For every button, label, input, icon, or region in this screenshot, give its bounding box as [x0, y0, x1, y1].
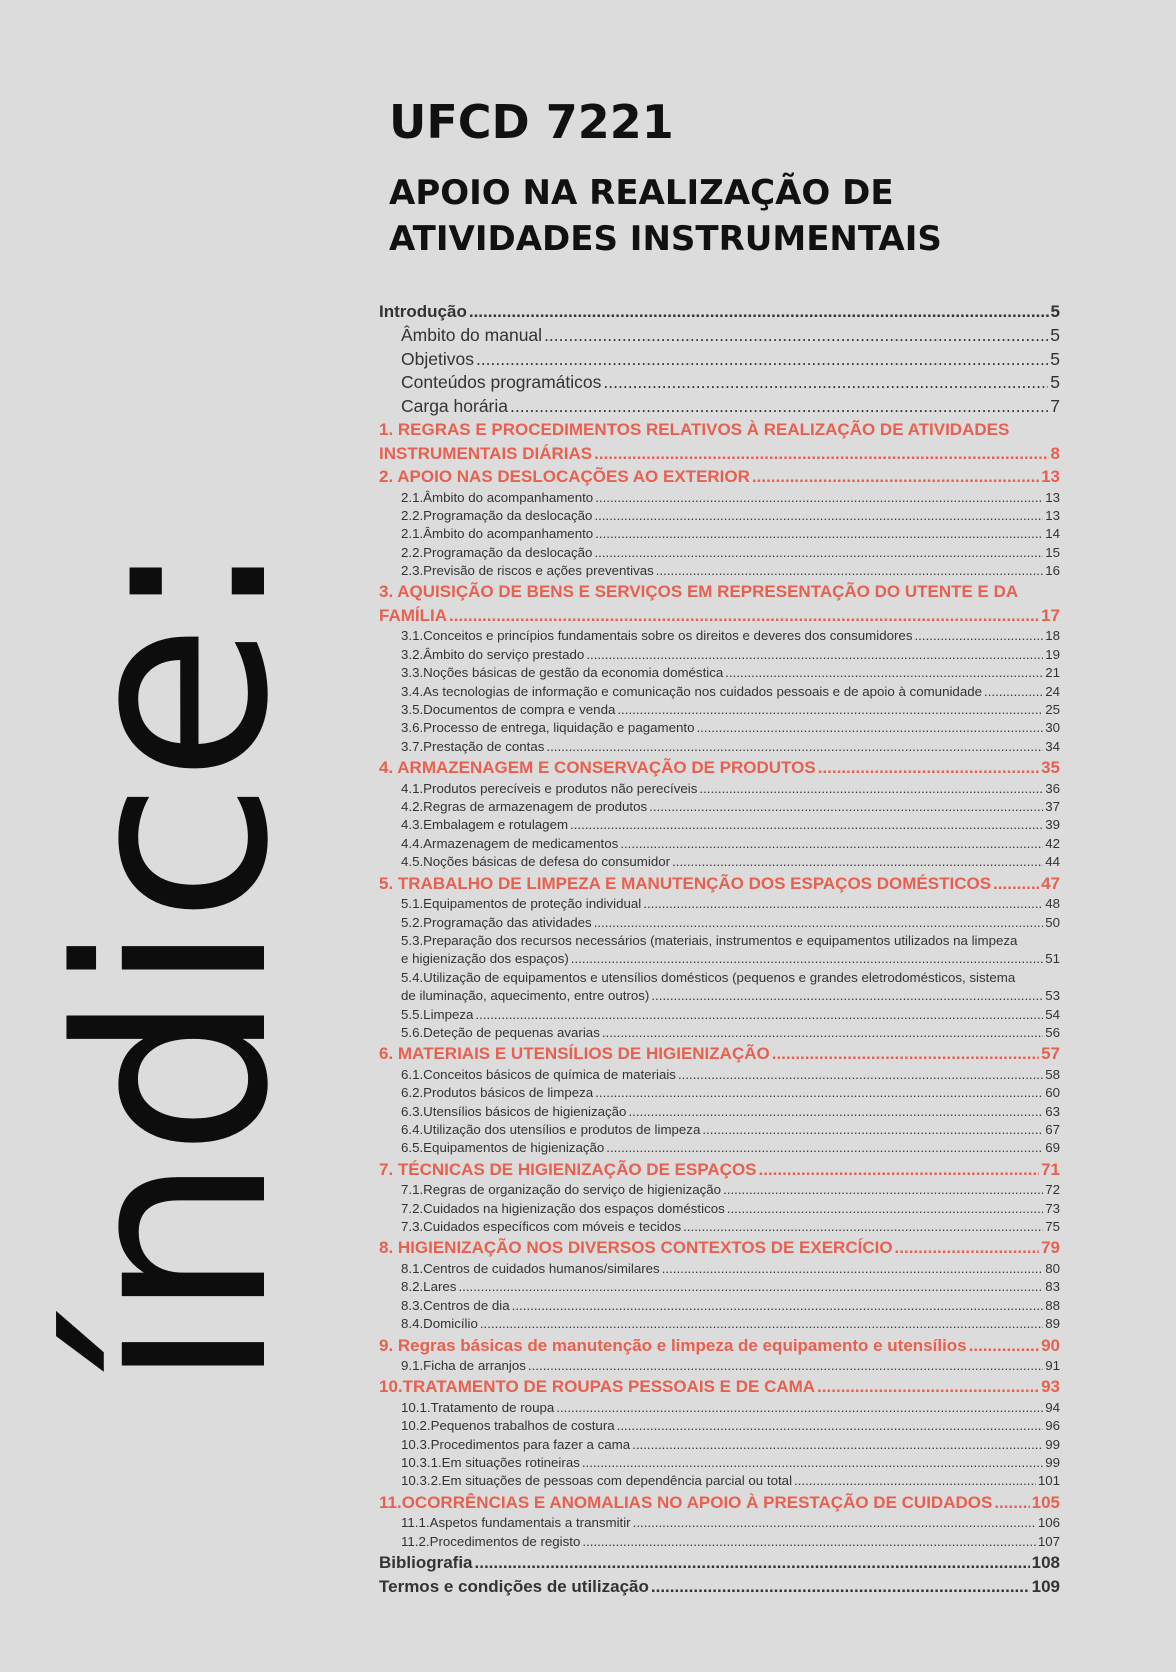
toc-entry[interactable]: [379, 1006, 1060, 1024]
toc-entry-text: 2. APOIO NAS DESLOCAÇÕES AO EXTERIOR: [379, 467, 750, 486]
toc-dot-leader: [594, 507, 1043, 525]
toc-dot-leader: [620, 835, 1043, 853]
toc-entry[interactable]: [379, 701, 1060, 719]
toc-entry[interactable]: [379, 914, 1060, 932]
toc-dot-leader: [595, 525, 1043, 543]
toc-page-number: 21: [1045, 665, 1060, 681]
toc-page-number: 35: [1041, 758, 1060, 778]
toc-entry[interactable]: [379, 418, 1060, 465]
toc-entry-text: 3.7.Prestação de contas: [401, 738, 545, 754]
toc-entry-text: 6.1.Conceitos básicos de química de materiais: [401, 1066, 676, 1082]
toc-entry-text: 8.1.Centros de cuidados humanos/similares: [401, 1260, 660, 1276]
toc-dot-leader: [606, 1139, 1043, 1157]
toc-dot-leader: [994, 1491, 1029, 1515]
toc-page-number: 13: [1045, 507, 1060, 523]
toc-entry[interactable]: [379, 798, 1060, 816]
toc-entry-text: 4.5.Noções básicas de defesa do consumidor: [401, 854, 671, 870]
toc-entry-text: 6.4.Utilização dos utensílios e produtos de limpeza: [401, 1122, 701, 1137]
toc-entry[interactable]: [379, 853, 1060, 871]
toc-entry[interactable]: [379, 932, 1060, 969]
toc-entry[interactable]: [379, 1491, 1060, 1515]
toc-page-number: 57: [1041, 1044, 1060, 1064]
toc-entry-text: 3.5.Documentos de compra e venda: [401, 702, 616, 718]
toc-entry[interactable]: [379, 1260, 1060, 1278]
toc-entry-text: 10.3.2.Em situações de pessoas com dependência parcial ou total: [401, 1473, 793, 1489]
toc-entry[interactable]: [379, 646, 1060, 664]
toc-entry-text: 3.4.As tecnologias de informação e comunicação nos cuidados pessoais e de apoio à comunidade: [401, 683, 983, 699]
toc-dot-leader: [544, 324, 1048, 348]
toc-dot-leader: [632, 1436, 1043, 1454]
toc-entry[interactable]: [379, 1375, 1060, 1399]
toc-dot-leader: [678, 1066, 1043, 1084]
index-side-title: índice:: [24, 539, 326, 1390]
toc-page-number: 18: [1045, 628, 1060, 644]
toc-entry-text: 5.2.Programação das atividades: [401, 914, 592, 930]
toc-dot-leader: [696, 719, 1043, 737]
toc-page-number: 53: [1045, 988, 1060, 1004]
toc-page-number: 34: [1045, 738, 1060, 754]
toc-entry-text: 2.3.Previsão de riscos e ações preventivas: [401, 563, 654, 579]
table-of-contents: [379, 300, 1060, 1599]
toc-entry-text-line: 3. AQUISIÇÃO DE BENS E SERVIÇOS EM REPRESENTAÇÃO DO UTENTE E DA: [379, 582, 1019, 602]
toc-dot-leader: [617, 1417, 1044, 1435]
toc-page-number: 42: [1045, 835, 1060, 851]
toc-dot-leader: [586, 646, 1043, 664]
toc-dot-leader: [993, 872, 1039, 896]
toc-dot-leader: [651, 987, 1043, 1005]
toc-dot-leader: [475, 1006, 1043, 1024]
toc-page-number: 99: [1045, 1455, 1060, 1471]
toc-dot-leader: [702, 1121, 1043, 1139]
toc-dot-leader: [582, 1533, 1035, 1551]
toc-page-number: 13: [1041, 467, 1060, 486]
toc-entry-text: 8.4.Domicílio: [401, 1316, 478, 1332]
toc-dot-leader: [469, 300, 1049, 324]
toc-page-number: 36: [1045, 780, 1060, 796]
toc-dot-leader: [817, 1375, 1039, 1399]
toc-page-number: 67: [1045, 1122, 1060, 1137]
toc-page-number: 13: [1045, 489, 1060, 505]
toc-page-number: 51: [1045, 951, 1060, 967]
course-code: UFCD 7221: [389, 95, 674, 149]
toc-entry[interactable]: [379, 1533, 1060, 1551]
toc-entry-text: 4.3.Embalagem e rotulagem: [401, 817, 569, 833]
toc-entry-text: e higienização dos espaços): [401, 951, 569, 967]
toc-entry[interactable]: [379, 816, 1060, 834]
toc-entry[interactable]: [379, 683, 1060, 701]
toc-entry[interactable]: [379, 1297, 1060, 1315]
toc-entry[interactable]: [379, 780, 1060, 798]
toc-page-number: 25: [1045, 702, 1060, 718]
toc-dot-leader: [546, 738, 1043, 756]
toc-page-number: 17: [1041, 605, 1060, 625]
toc-page-number: 101: [1037, 1473, 1060, 1489]
toc-entry-text: 6.3.Utensílios básicos de higienização: [401, 1103, 627, 1119]
toc-dot-leader: [595, 1084, 1043, 1102]
toc-entry[interactable]: [379, 348, 1060, 372]
toc-entry-text: 5.5.Limpeza: [401, 1006, 474, 1022]
toc-entry-text: 6. MATERIAIS E UTENSÍLIOS DE HIGIENIZAÇÃO: [379, 1044, 770, 1064]
toc-page-number: 83: [1045, 1279, 1060, 1295]
toc-page-number: 75: [1045, 1219, 1060, 1235]
toc-dot-leader: [570, 816, 1043, 834]
toc-entry-text: 8. HIGIENIZAÇÃO NOS DIVERSOS CONTEXTOS DE EXERCÍCIO: [379, 1238, 893, 1258]
toc-dot-leader: [651, 1575, 1030, 1599]
toc-dot-leader: [512, 1297, 1044, 1315]
toc-page-number: 56: [1045, 1024, 1060, 1040]
toc-dot-leader: [476, 348, 1048, 372]
toc-entry-text: 6.5.Equipamentos de higienização: [401, 1140, 605, 1156]
toc-dot-leader: [818, 756, 1039, 780]
toc-entry-text: 5. TRABALHO DE LIMPEZA E MANUTENÇÃO DOS ESPAÇOS DOMÉSTICOS: [379, 873, 992, 893]
toc-entry[interactable]: [379, 1575, 1060, 1599]
toc-page-number: 30: [1045, 720, 1060, 736]
toc-page-number: 88: [1045, 1297, 1060, 1313]
toc-entry-text: Carga horária: [401, 395, 508, 416]
toc-entry-text: de iluminação, aquecimento, entre outros): [401, 988, 650, 1004]
toc-entry[interactable]: [379, 1158, 1060, 1182]
course-title: APOIO NA REALIZAÇÃO DE ATIVIDADES INSTRUMENTAIS: [389, 173, 942, 259]
toc-page-number: 79: [1041, 1238, 1060, 1258]
toc-page-number: 37: [1045, 799, 1060, 815]
toc-entry[interactable]: [379, 1121, 1060, 1139]
toc-entry[interactable]: [379, 1514, 1060, 1532]
toc-entry-text: Objetivos: [401, 348, 474, 369]
toc-entry-text: Conteúdos programáticos: [401, 372, 602, 392]
toc-dot-leader: [556, 1399, 1043, 1417]
toc-dot-leader: [772, 1042, 1039, 1066]
toc-page-number: 94: [1045, 1399, 1060, 1415]
toc-page-number: 109: [1031, 1577, 1060, 1597]
toc-entry[interactable]: [379, 580, 1060, 627]
toc-entry-text: Termos e condições de utilização: [379, 1577, 649, 1597]
toc-entry[interactable]: [379, 627, 1060, 645]
toc-entry-text: 8.2.Lares: [401, 1279, 457, 1295]
toc-page-number: 73: [1045, 1200, 1060, 1216]
toc-dot-leader: [723, 1181, 1043, 1199]
toc-entry-text: 10.TRATAMENTO DE ROUPAS PESSOAIS E DE CAMA: [379, 1377, 816, 1397]
toc-entry-text: 8.3.Centros de dia: [401, 1297, 510, 1313]
toc-page-number: 5: [1050, 348, 1060, 369]
toc-dot-leader: [603, 371, 1048, 395]
toc-page-number: 108: [1031, 1553, 1060, 1573]
toc-entry[interactable]: [379, 465, 1060, 489]
toc-entry[interactable]: [379, 1084, 1060, 1102]
toc-dot-leader: [449, 604, 1039, 628]
toc-page-number: 80: [1045, 1260, 1060, 1276]
toc-entry[interactable]: [379, 1399, 1060, 1417]
toc-dot-leader: [727, 1200, 1043, 1218]
toc-page-number: 7: [1050, 395, 1060, 416]
toc-entry[interactable]: [379, 1139, 1060, 1157]
toc-dot-leader: [594, 544, 1043, 562]
toc-page-number: 5: [1050, 302, 1060, 321]
toc-entry[interactable]: [379, 1066, 1060, 1084]
toc-page-number: 91: [1045, 1358, 1060, 1374]
toc-entry-text: Bibliografia: [379, 1553, 473, 1573]
toc-page-number: 19: [1045, 646, 1060, 662]
toc-entry-text: 4. ARMAZENAGEM E CONSERVAÇÃO DE PRODUTOS: [379, 758, 816, 778]
toc-page-number: 14: [1045, 526, 1060, 542]
toc-dot-leader: [662, 1260, 1044, 1278]
toc-entry-text: 2.2.Programação da deslocação: [401, 507, 593, 523]
toc-entry[interactable]: [379, 324, 1060, 348]
toc-page-number: 63: [1045, 1103, 1060, 1119]
toc-page-number: 71: [1041, 1159, 1060, 1179]
toc-dot-leader: [643, 895, 1043, 913]
toc-entry-text-line: 1. REGRAS E PROCEDIMENTOS RELATIVOS À REALIZAÇÃO DE ATIVIDADES: [379, 420, 1010, 439]
toc-entry[interactable]: [379, 1417, 1060, 1435]
toc-entry-text: 10.2.Pequenos trabalhos de costura: [401, 1418, 615, 1434]
toc-dot-leader: [617, 701, 1043, 719]
toc-entry-text: 11.2.Procedimentos de registo: [401, 1533, 581, 1549]
toc-page-number: 107: [1037, 1533, 1060, 1549]
toc-entry[interactable]: [379, 562, 1060, 580]
toc-entry[interactable]: [379, 1181, 1060, 1199]
toc-entry[interactable]: [379, 1454, 1060, 1472]
toc-page-number: 16: [1045, 563, 1060, 579]
toc-page-number: 50: [1045, 914, 1060, 930]
toc-dot-leader: [794, 1472, 1036, 1490]
toc-dot-leader: [571, 950, 1043, 968]
toc-dot-leader: [594, 914, 1044, 932]
toc-entry-text: 3.2.Âmbito do serviço prestado: [401, 646, 585, 662]
toc-dot-leader: [458, 1278, 1043, 1296]
toc-entry-text: 2.1.Âmbito do acompanhamento: [401, 489, 594, 505]
toc-dot-leader: [752, 465, 1039, 489]
toc-entry[interactable]: [379, 1472, 1060, 1490]
toc-page-number: 15: [1045, 544, 1060, 560]
toc-entry-text: 7.2.Cuidados na higienização dos espaços domésticos: [401, 1200, 725, 1216]
toc-entry[interactable]: [379, 489, 1060, 507]
toc-dot-leader: [633, 1514, 1036, 1532]
toc-entry[interactable]: [379, 300, 1060, 324]
toc-page-number: 39: [1045, 817, 1060, 833]
toc-dot-leader: [475, 1551, 1030, 1575]
toc-entry-text: 9.1.Ficha de arranjos: [401, 1358, 526, 1374]
toc-entry-text: FAMÍLIA: [379, 605, 447, 625]
toc-entry-text: 10.3.Procedimentos para fazer a cama: [401, 1436, 631, 1452]
toc-entry-text: 4.2.Regras de armazenagem de produtos: [401, 799, 648, 815]
toc-entry-text: INSTRUMENTAIS DIÁRIAS: [379, 443, 593, 463]
toc-entry[interactable]: [379, 1236, 1060, 1260]
toc-dot-leader: [725, 664, 1043, 682]
toc-page-number: 58: [1045, 1066, 1060, 1082]
toc-dot-leader: [759, 1158, 1040, 1182]
toc-page-number: 93: [1041, 1377, 1060, 1397]
toc-entry-text: 10.1.Tratamento de roupa: [401, 1399, 555, 1415]
toc-page-number: 106: [1037, 1515, 1060, 1531]
toc-entry-text: 7. TÉCNICAS DE HIGIENIZAÇÃO DE ESPAÇOS: [379, 1159, 757, 1179]
toc-entry-text: 5.1.Equipamentos de proteção individual: [401, 896, 642, 912]
toc-page-number: 96: [1045, 1418, 1060, 1434]
toc-dot-leader: [649, 798, 1043, 816]
toc-entry-text: 7.1.Regras de organização do serviço de higienização: [401, 1182, 722, 1198]
toc-dot-leader: [480, 1315, 1043, 1333]
toc-entry[interactable]: [379, 738, 1060, 756]
toc-entry[interactable]: [379, 544, 1060, 562]
toc-entry-text-line: 5.3.Preparação dos recursos necessários (materiais, instrumentos e equipamentos utilizados na limpeza: [401, 932, 1018, 948]
toc-page-number: 44: [1045, 854, 1060, 870]
toc-page-number: 5: [1050, 372, 1060, 392]
toc-dot-leader: [969, 1334, 1039, 1358]
toc-entry-text: 2.1.Âmbito do acompanhamento: [401, 526, 594, 542]
toc-page-number: 90: [1041, 1335, 1060, 1355]
toc-entry-text: 3.1.Conceitos e princípios fundamentais sobre os direitos e deveres dos consumidores: [401, 628, 913, 644]
toc-entry[interactable]: [379, 1024, 1060, 1042]
toc-dot-leader: [602, 1024, 1043, 1042]
toc-entry-text: 3.3.Noções básicas de gestão da economia doméstica: [401, 665, 724, 681]
toc-dot-leader: [672, 853, 1043, 871]
toc-entry[interactable]: [379, 719, 1060, 737]
toc-page-number: 48: [1045, 896, 1060, 912]
toc-dot-leader: [595, 489, 1043, 507]
toc-entry[interactable]: [379, 895, 1060, 913]
toc-entry[interactable]: [379, 1551, 1060, 1575]
toc-entry[interactable]: [379, 371, 1060, 395]
toc-entry[interactable]: [379, 1218, 1060, 1236]
toc-entry-text: 4.4.Armazenagem de medicamentos: [401, 835, 619, 851]
toc-page-number: 105: [1031, 1492, 1060, 1512]
toc-dot-leader: [528, 1357, 1043, 1375]
toc-entry-text: 11.1.Aspetos fundamentais a transmitir: [401, 1515, 631, 1531]
toc-entry-text: Âmbito do manual: [401, 325, 543, 345]
toc-entry-text: Introdução: [379, 302, 467, 321]
toc-entry[interactable]: [379, 1042, 1060, 1066]
toc-page-number: 72: [1045, 1182, 1060, 1198]
toc-entry-text: 4.1.Produtos perecíveis e produtos não perecíveis: [401, 780, 698, 796]
toc-entry[interactable]: [379, 756, 1060, 780]
toc-entry[interactable]: [379, 507, 1060, 525]
toc-entry-text: 2.2.Programação da deslocação: [401, 544, 593, 560]
toc-page-number: 24: [1045, 683, 1060, 699]
toc-dot-leader: [582, 1454, 1043, 1472]
toc-entry[interactable]: [379, 395, 1060, 419]
toc-entry[interactable]: [379, 835, 1060, 853]
toc-dot-leader: [895, 1236, 1040, 1260]
toc-entry[interactable]: [379, 1315, 1060, 1333]
toc-page-number: 5: [1050, 325, 1060, 345]
toc-entry-text: 11.OCORRÊNCIAS E ANOMALIAS NO APOIO À PRESTAÇÃO DE CUIDADOS: [379, 1492, 993, 1512]
toc-page-number: 89: [1045, 1316, 1060, 1332]
toc-page-number: 47: [1041, 873, 1060, 893]
toc-entry[interactable]: [379, 1103, 1060, 1121]
toc-dot-leader: [656, 562, 1043, 580]
toc-dot-leader: [984, 683, 1043, 701]
toc-dot-leader: [914, 627, 1043, 645]
toc-entry[interactable]: [379, 1357, 1060, 1375]
toc-dot-leader: [628, 1103, 1043, 1121]
toc-page-number: 69: [1045, 1140, 1060, 1156]
toc-entry-text: 9. Regras básicas de manutenção e limpeza de equipamento e utensílios: [379, 1335, 967, 1355]
toc-dot-leader: [699, 780, 1043, 798]
toc-dot-leader: [683, 1218, 1043, 1236]
toc-entry-text: 7.3.Cuidados específicos com móveis e tecidos: [401, 1219, 682, 1235]
toc-entry-text: 10.3.1.Em situações rotineiras: [401, 1455, 580, 1471]
toc-entry[interactable]: [379, 664, 1060, 682]
toc-page-number: 54: [1045, 1006, 1060, 1022]
toc-entry[interactable]: [379, 1436, 1060, 1454]
toc-dot-leader: [594, 442, 1048, 466]
toc-entry[interactable]: [379, 1278, 1060, 1296]
toc-entry-text: 5.6.Deteção de pequenas avarias: [401, 1024, 600, 1040]
toc-entry-text: 6.2.Produtos básicos de limpeza: [401, 1085, 594, 1101]
toc-entry-text: 3.6.Processo de entrega, liquidação e pagamento: [401, 720, 695, 736]
toc-entry[interactable]: [379, 525, 1060, 543]
toc-dot-leader: [510, 395, 1048, 419]
toc-entry[interactable]: [379, 1200, 1060, 1218]
toc-page-number: 99: [1045, 1436, 1060, 1452]
toc-entry-text-line: 5.4.Utilização de equipamentos e utensílios domésticos (pequenos e grandes eletrodomésticos, sistema: [401, 969, 1016, 985]
toc-entry[interactable]: [379, 969, 1060, 1006]
toc-entry[interactable]: [379, 1334, 1060, 1358]
toc-page-number: 8: [1050, 443, 1060, 463]
toc-page-number: 60: [1045, 1085, 1060, 1101]
toc-entry[interactable]: [379, 872, 1060, 896]
